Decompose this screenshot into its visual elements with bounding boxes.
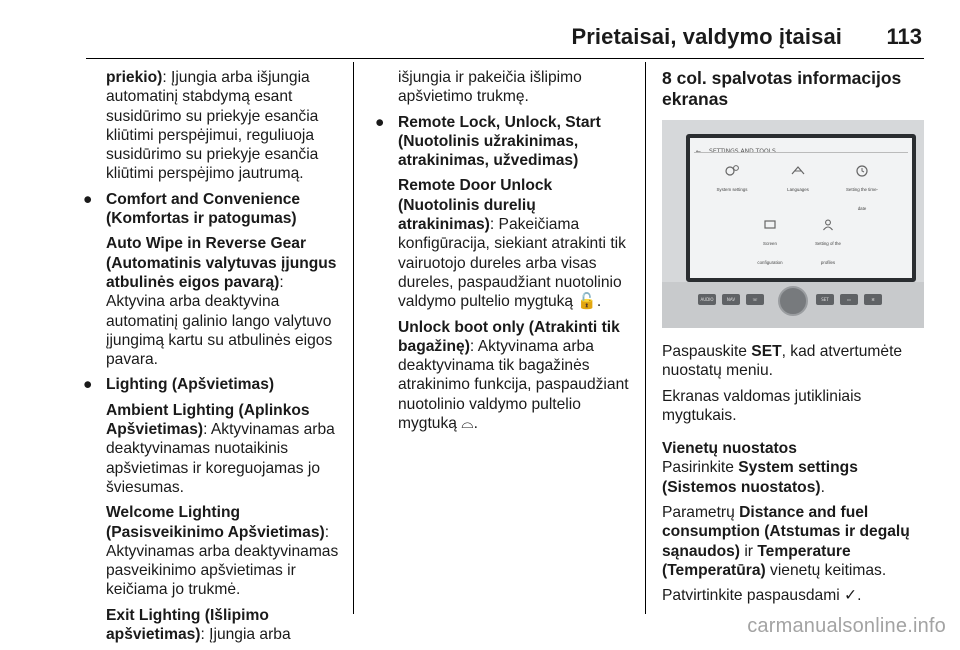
select-paragraph — [662, 458, 926, 497]
bullet-remote — [375, 113, 636, 171]
touch-paragraph: Ekranas valdomas jutikliniais mygtukais. — [662, 387, 862, 424]
welcome-text: : Aktyvinamas arba deaktyvinamas pasveikinimo apšvietimas ir keičiama jo trukmė. — [106, 523, 339, 599]
intro-text: : Įjungia arba išjungia automatinį stabdymą esant susidūrimo su priekyje esančia kliūtimi perspėjimui, reguliuoja susidūrimo su priekyje esančia kliūtimi perspėjimo jautrumą. — [106, 69, 319, 183]
tile-system-settings — [712, 164, 752, 199]
profile-icon — [820, 218, 836, 232]
gears-icon — [724, 164, 740, 178]
set-text-post: , kad atvertumėte nuostatų meniu. — [662, 343, 903, 380]
bullet-comfort — [83, 190, 344, 229]
set-paragraph — [662, 342, 926, 381]
continuation-paragraph: išjungia ir pakeičia išlipimo apšvietimo trukmę. — [398, 69, 582, 106]
distance-term: Distance and fuel consumption (Atstumas ir degalų sąnaudos) — [662, 504, 910, 560]
tile-label: Setting of the profiles — [815, 241, 841, 266]
auto-wipe-paragraph — [106, 234, 344, 369]
audio-button: AUDIO — [698, 294, 716, 305]
screen-icon — [762, 218, 778, 232]
welcome-term: Welcome Lighting (Pasisveikinimo Apšvietimas) — [106, 504, 325, 541]
units-title: Vienetų nuostatos — [662, 440, 797, 458]
column-2 — [375, 68, 636, 439]
page-header — [0, 0, 960, 58]
control-panel — [662, 282, 924, 328]
set-term: SET — [751, 343, 782, 360]
ac-button: ✲ — [864, 294, 882, 305]
set-text-pre: Paspauskite — [662, 343, 752, 360]
header-rule — [86, 58, 924, 59]
display-screen — [686, 134, 916, 282]
welcome-paragraph — [106, 503, 344, 599]
units-text-mid: ir — [739, 542, 758, 560]
units-paragraph — [662, 503, 926, 580]
watermark: carmanualsonline.info — [747, 615, 946, 637]
bullet-lighting-label: Lighting (Apšvietimas) — [106, 376, 275, 394]
door-unlock-text: : Pakeičiama konfigūracija, siekiant atrakinti tik vairuotojo dureles arba visas dureles, paspaudžiant nuotolinio valdymo pultelio mygtuką 🔓. — [398, 216, 626, 311]
tile-label: System settings — [716, 187, 748, 192]
boot-unlock-paragraph — [398, 318, 636, 434]
boot-unlock-term: Unlock boot only (Atrakinti tik bagažinę) — [398, 318, 620, 355]
column-divider-2 — [645, 62, 646, 614]
door-unlock-paragraph — [398, 176, 636, 311]
ambient-paragraph — [106, 401, 344, 497]
tile-screen-configuration — [750, 218, 790, 273]
intro-term: priekio) — [106, 69, 163, 86]
bullet-dot: ● — [375, 113, 385, 131]
exit-term: Exit Lighting (Išlipimo apšvietimas) — [106, 606, 269, 644]
confirm-paragraph: Patvirtinkite paspausdami ✓. — [662, 587, 862, 605]
auto-wipe-text: : Aktyvina arba deaktyvina automatinį galinio lango valytuvo įjungimą kartu su atbulinės eigos pavara. — [106, 273, 333, 369]
select-text-pre: Pasirinkite — [662, 459, 739, 477]
tile-languages — [778, 164, 818, 199]
ambient-text: : Aktyvinamas arba deaktyvinamas nuotaikinis apšvietimas ir koreguojamas jo šviesumas. — [106, 421, 335, 496]
set-button: SET — [816, 294, 834, 305]
exit-text: : Įjungia arba — [200, 626, 291, 644]
exit-paragraph — [106, 606, 344, 645]
ambient-term: Ambient Lighting (Aplinkos Apšvietimas) — [106, 401, 310, 439]
bullet-remote-label: Remote Lock, Unlock, Start (Nuotolinis užrakinimas, atrakinimas, užvedimas) — [398, 113, 601, 170]
tile-time-date — [842, 164, 882, 219]
system-settings-term: System settings (Sistemos nuostatos) — [662, 459, 858, 496]
section-title: 8 col. spalvotas informacijos ekranas — [662, 68, 902, 109]
boot-unlock-text: : Aktyvinama arba deaktyvinama tik bagažinės atrakinimo funkcija, paspaudžiant nuotolinio valdymo pultelio mygtuką ⌓. — [398, 337, 629, 433]
page-title: Prietaisai, valdymo įtaisai — [571, 24, 842, 49]
bullet-dot: ● — [83, 190, 93, 208]
door-unlock-term: Remote Door Unlock (Nuotolinis durelių atrakinimas) — [398, 177, 553, 234]
intro-paragraph — [106, 68, 344, 184]
bullet-dot: ● — [83, 376, 93, 394]
tile-label: Setting the time-date — [846, 187, 878, 212]
units-text-pre: Parametrų — [662, 504, 740, 522]
phone-button: ☏ — [746, 294, 764, 305]
bullet-lighting — [83, 375, 344, 394]
auto-wipe-term: Auto Wipe in Reverse Gear (Automatinis valytuvas įjungus atbulinės eigos pavarą) — [106, 235, 337, 291]
column-divider-1 — [353, 62, 354, 614]
temperature-term: Temperature (Temperatūra) — [662, 542, 851, 579]
bullet-comfort-label: Comfort and Convenience (Komfortas ir patogumas) — [106, 190, 301, 228]
clock-icon — [854, 164, 870, 178]
tile-label: Screen configuration — [757, 241, 783, 266]
column-3 — [662, 68, 926, 612]
tile-label: Languages — [787, 187, 809, 192]
nav-button: NAV — [722, 294, 740, 305]
select-text-post: . — [820, 478, 825, 496]
volume-knob — [778, 286, 808, 316]
column-1 — [83, 68, 344, 650]
screen-rule — [694, 152, 908, 153]
units-text-post: vienetų keitimas. — [765, 561, 887, 579]
screen-off-button: ▭ — [840, 294, 858, 305]
infotainment-photo — [662, 120, 924, 328]
languages-icon — [790, 164, 806, 178]
page-number: 113 — [886, 24, 922, 49]
tile-profiles — [808, 218, 848, 273]
